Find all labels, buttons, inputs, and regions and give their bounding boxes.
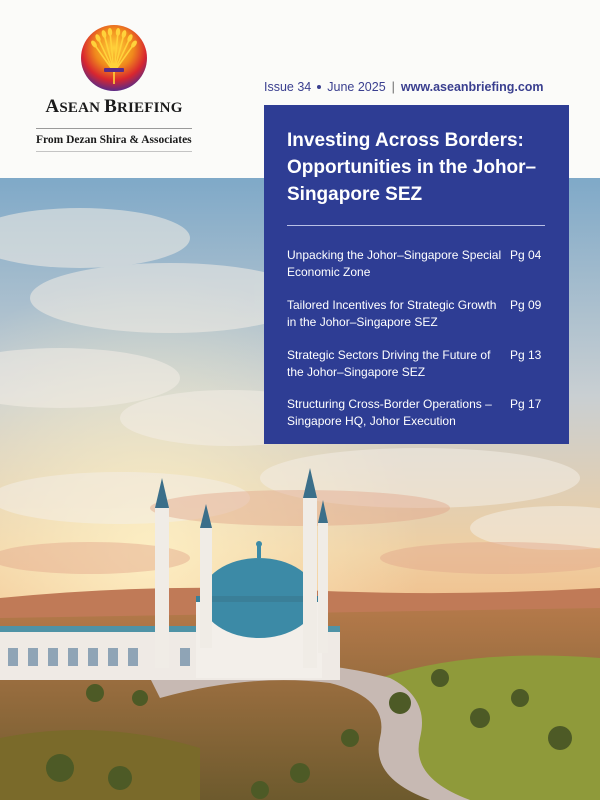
contents-item[interactable] xyxy=(287,396,567,436)
brand-wordmark: ASEAN BRIEFING xyxy=(45,96,183,117)
contents-item-page: Pg 09 xyxy=(510,298,542,312)
brand-divider xyxy=(36,128,192,129)
contents-item-page: Pg 04 xyxy=(510,248,542,262)
contents-divider xyxy=(287,225,545,226)
contents-item[interactable] xyxy=(287,347,567,387)
issue-date: June 2025 xyxy=(327,80,386,94)
issue-number: Issue 34 xyxy=(264,80,312,94)
contents-item-title: Tailored Incentives for Strategic Growth in the Johor–Singapore SEZ xyxy=(287,298,497,329)
website-link[interactable]: www.aseanbriefing.com xyxy=(400,80,544,94)
brand-divider-bottom xyxy=(36,151,192,152)
contents-item-page: Pg 13 xyxy=(510,348,542,362)
separator-dot xyxy=(317,85,321,89)
contents-item[interactable] xyxy=(287,297,567,337)
contents-item-title: Strategic Sectors Driving the Future of the Johor–Singapore SEZ xyxy=(287,348,491,379)
contents-item-title: Unpacking the Johor–Singapore Special Economic Zone xyxy=(287,248,502,279)
issue-info xyxy=(264,80,544,94)
cover-title: Investing Across Borders: Opportunities in the Johor–Singapore SEZ xyxy=(287,130,537,205)
separator-bar: | xyxy=(391,80,395,94)
contents-item-title: Structuring Cross-Border Operations – Singapore HQ, Johor Execution xyxy=(287,397,492,428)
contents-item[interactable] xyxy=(287,247,567,287)
asean-logo-icon xyxy=(80,24,148,92)
contents-panel xyxy=(264,105,569,444)
brand-byline: From Dezan Shira & Associates xyxy=(36,134,192,146)
contents-item-page: Pg 17 xyxy=(510,397,542,411)
